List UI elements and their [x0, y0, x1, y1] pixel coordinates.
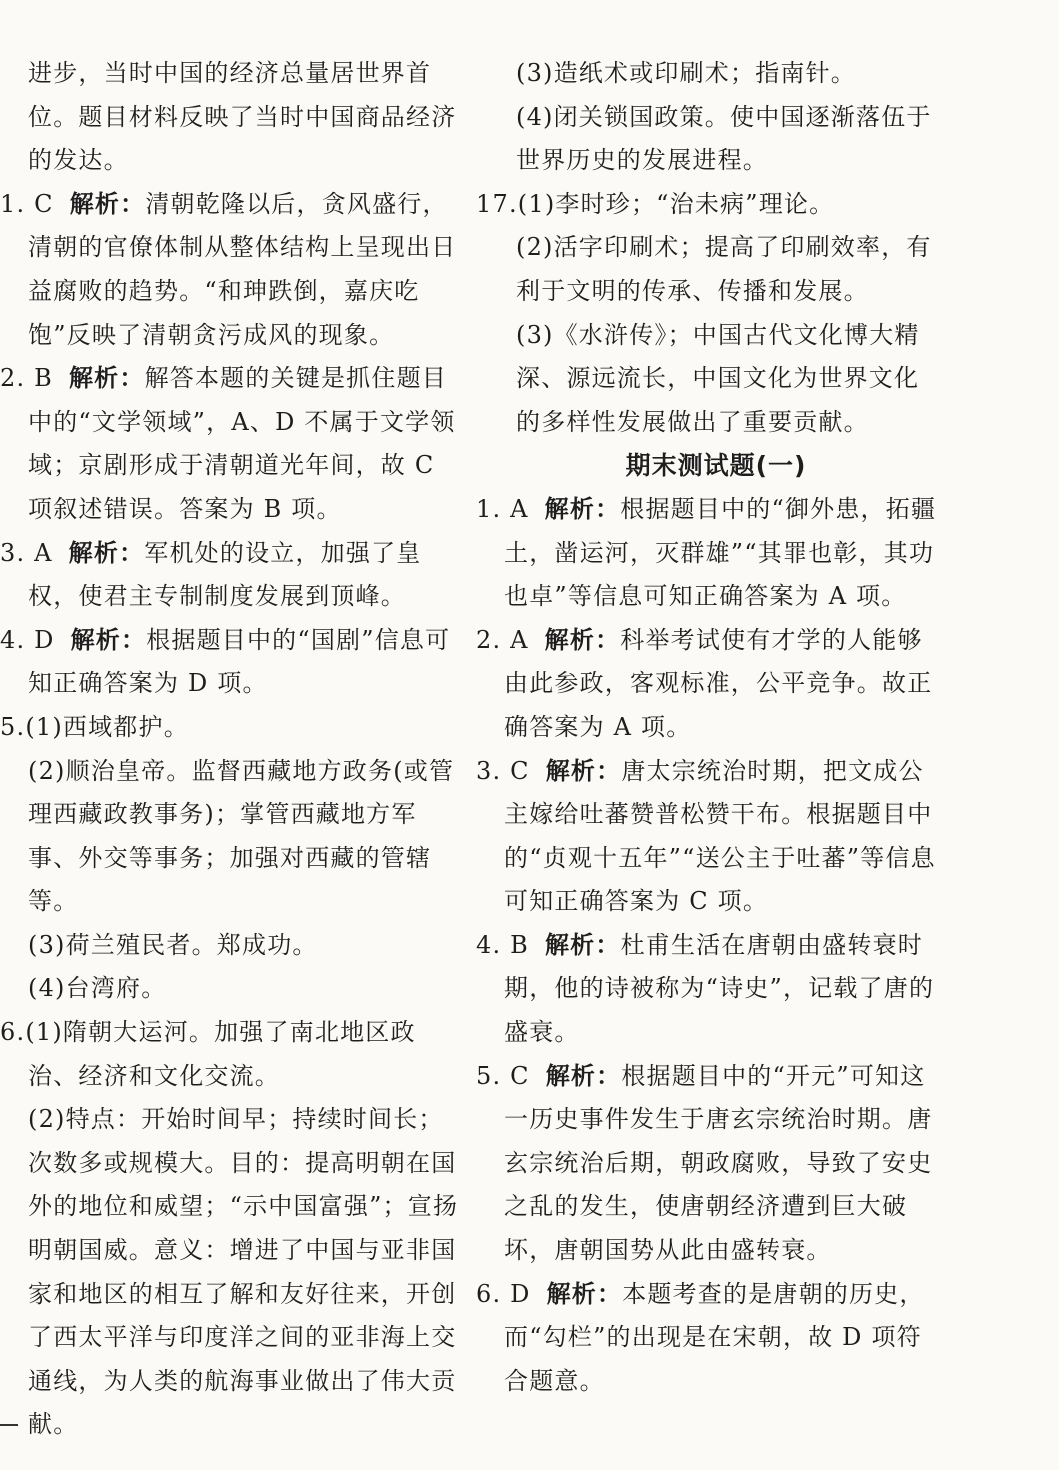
analysis-label: 解析： — [69, 189, 146, 218]
exam-answer-1 — [476, 488, 944, 619]
answer-sub-part — [476, 314, 944, 445]
answer-sub-part — [0, 1098, 460, 1447]
paragraph-continuation — [0, 52, 460, 183]
answer-text: 军机处的设立，加强了皇权，使君主专制制度发展到顶峰。 — [28, 538, 422, 611]
analysis-label: 解析： — [68, 364, 145, 393]
exam-answer-2 — [476, 619, 944, 750]
answer-number: 6. D — [476, 1279, 531, 1308]
answer-text: 根据题目中的“开元”可知这一历史事件发生于唐玄宗统治时期。唐玄宗统治后期，朝政腐败，导致了安史之乱的发生，使唐朝经济遭到巨大破坏，唐朝国势从此由盛转衰。 — [504, 1061, 933, 1265]
answer-sub-part — [0, 967, 460, 1011]
answer-number: 3. A — [0, 538, 53, 567]
corner-dash — [0, 1424, 18, 1426]
answer-number: 5. — [0, 712, 26, 741]
right-column — [476, 52, 944, 1403]
answer-text: 根据题目中的“国剧”信息可知正确答案为 D 项。 — [28, 625, 451, 698]
analysis-label: 解析： — [544, 494, 621, 523]
answer-number: 2. A — [476, 625, 529, 654]
answer-number: 1. C — [0, 189, 54, 218]
answer-number: 17. — [476, 189, 518, 218]
section-title: 期末测试题(一) — [625, 451, 807, 481]
answer-item-1 — [0, 183, 460, 357]
answer-item-17 — [476, 183, 944, 227]
answer-item-4 — [0, 619, 460, 706]
answer-number: 5. C — [476, 1061, 530, 1090]
answer-sub-part — [0, 924, 460, 968]
answer-text: 科举考试使有才学的人能够由此参政，客观标准，公平竞争。故正确答案为 A 项。 — [504, 625, 933, 741]
analysis-label: 解析： — [544, 625, 621, 654]
exam-answer-6 — [476, 1273, 944, 1404]
answer-text: (1)隋朝大运河。加强了南北地区政治、经济和文化交流。 — [25, 1018, 416, 1090]
answer-text: (3)荷兰殖民者。郑成功。 — [28, 930, 318, 959]
answer-text: 杜甫生活在唐朝由盛转衰时期，他的诗被称为“诗史”，记载了唐的盛衰。 — [504, 930, 935, 1047]
exam-answer-4 — [476, 924, 944, 1055]
answer-text: (4)闭关锁国政策。使中国逐渐落伍于世界历史的发展进程。 — [516, 102, 932, 175]
answer-text: (2)顺治皇帝。监督西藏地方政务(或管理西藏政教事务)；掌管西藏地方军事、外交等事务；加强对西藏的管辖等。 — [28, 756, 455, 916]
answer-text: 本题考查的是唐朝的历史，而“勾栏”的出现是在宋朝，故 D 项符合题意。 — [504, 1279, 925, 1395]
paragraph-text: 进步，当时中国的经济总量居世界首位。题目材料反映了当时中国商品经济的发达。 — [28, 59, 457, 175]
answer-text: 唐太宗统治时期，把文成公主嫁给吐蕃赞普松赞干布。根据题目中的“贞观十五年”“送公主于吐蕃”等信息可知正确答案为 C 项。 — [504, 756, 936, 916]
answer-item-3 — [0, 532, 460, 619]
answer-sub-part — [476, 226, 944, 313]
answer-text: (1)西域都护。 — [25, 712, 189, 741]
answer-number: 1. A — [476, 494, 529, 523]
analysis-label: 解析： — [68, 538, 145, 567]
answer-sub-part — [0, 750, 460, 924]
answer-text: (3)造纸术或印刷术；指南针。 — [516, 59, 856, 87]
answer-number: 2. B — [0, 364, 53, 393]
answer-number: 6. — [0, 1018, 26, 1047]
answer-number: 4. D — [0, 625, 55, 654]
answer-item-6 — [0, 1011, 460, 1098]
answer-text: (3)《水浒传》；中国古代文化博大精深、源远流长，中国文化为世界文化的多样性发展做出了重要贡献。 — [516, 320, 920, 436]
analysis-label: 解析： — [545, 756, 622, 785]
answer-sub-part — [476, 96, 944, 183]
answer-number: 3. C — [476, 756, 530, 785]
analysis-label: 解析： — [546, 1279, 623, 1308]
exam-answer-3 — [476, 750, 944, 924]
answer-number: 4. B — [476, 930, 529, 959]
answer-text: 解答本题的关键是抓住题目中的“文学领域”，A、D 不属于文学领域；京剧形成于清朝道光年间，故 C 项叙述错误。答案为 B 项。 — [28, 364, 456, 523]
analysis-label: 解析： — [70, 625, 147, 654]
exam-answer-5 — [476, 1055, 944, 1273]
answer-item-2 — [0, 357, 460, 531]
analysis-label: 解析： — [544, 930, 621, 959]
answer-text: (2)特点：开始时间早；持续时间长；次数多或规模大。目的：提高明朝在国外的地位和威望；“示中国富强”；宣扬明朝国威。意义：增进了中国与亚非国家和地区的相互了解和友好往来，开创了西太平洋与印度洋之间的亚非海上交通线，为人类的航海事业做出了伟大贡献。 — [28, 1105, 459, 1439]
answer-text: (2)活字印刷术；提高了印刷效率，有利于文明的传承、传播和发展。 — [516, 233, 932, 305]
answer-sub-part — [476, 52, 944, 96]
answer-text: 根据题目中的“御外患，拓疆土，凿运河，灭群雄”“其罪也彰，其功也卓”等信息可知正确答案为 A 项。 — [504, 494, 937, 611]
left-column — [0, 52, 460, 1447]
answer-text: (1)李时珍；“治未病”理论。 — [517, 189, 835, 218]
analysis-label: 解析： — [545, 1061, 622, 1090]
answer-item-5 — [0, 706, 460, 750]
answer-text: 清朝乾隆以后，贪风盛行，清朝的官僚体制从整体结构上呈现出日益腐败的趋势。“和珅跌倒，嘉庆吃饱”反映了清朝贪污成风的现象。 — [28, 189, 457, 349]
answer-text: (4)台湾府。 — [28, 974, 167, 1003]
